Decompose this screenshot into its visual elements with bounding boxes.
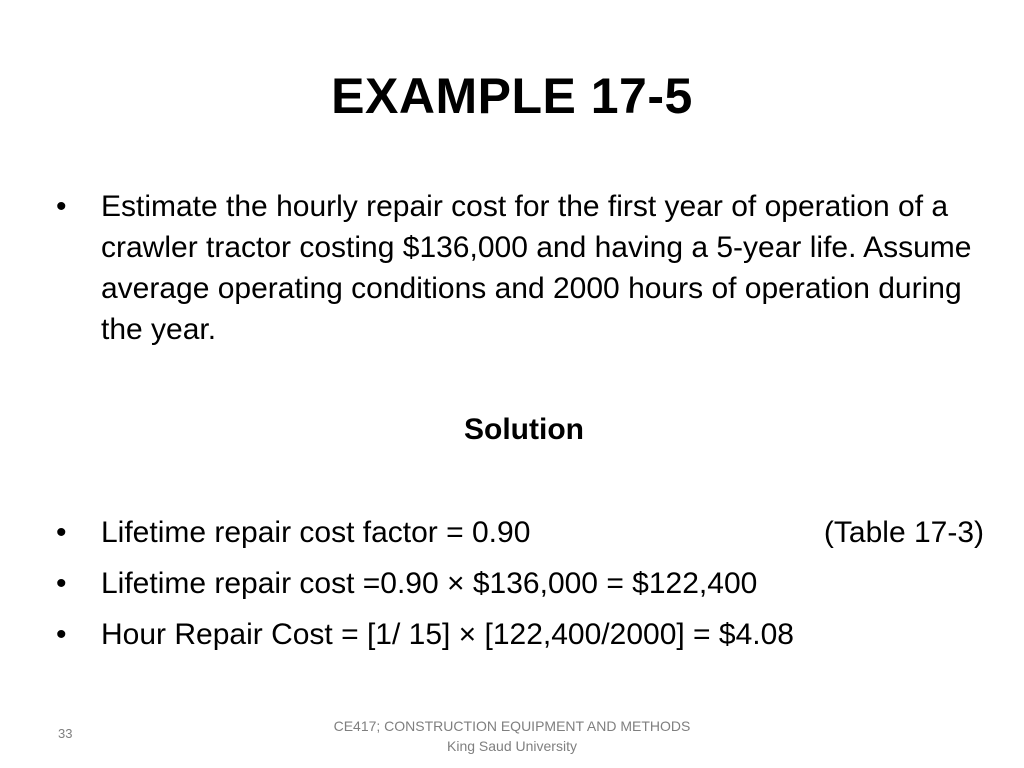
step-3-text: Hour Repair Cost = [1/ 15] × [122,400/2000] = $4.08 <box>101 618 794 651</box>
page-number: 33 <box>58 726 73 741</box>
footer-university: King Saud University <box>447 738 577 754</box>
step-1-reference: (Table 17-3) <box>823 516 984 549</box>
step-2-text: Lifetime repair cost =0.90 × $136,000 = $122,400 <box>101 567 758 600</box>
slide-title: EXAMPLE 17-5 <box>331 68 693 124</box>
step-2 <box>56 563 984 605</box>
problem-list <box>56 186 984 350</box>
bullet-icon: • <box>56 618 67 651</box>
problem-statement <box>56 186 984 350</box>
step-1 <box>56 512 984 554</box>
problem-text: Estimate the hourly repair cost for the first year of operation of a crawler tractor costing $136,000 and having a 5-year life. Assume average operating conditions and 2000 hours of operation during the year. <box>101 190 972 346</box>
bullet-icon: • <box>56 190 67 223</box>
solution-heading: Solution <box>464 413 584 446</box>
solution-steps <box>56 512 984 665</box>
footer <box>0 716 1024 756</box>
bullet-icon: • <box>56 567 67 600</box>
footer-course: CE417; CONSTRUCTION EQUIPMENT AND METHODS <box>333 718 691 734</box>
step-1-text: Lifetime repair cost factor = 0.90 <box>101 516 531 549</box>
bullet-icon: • <box>56 516 67 549</box>
step-3 <box>56 614 984 656</box>
